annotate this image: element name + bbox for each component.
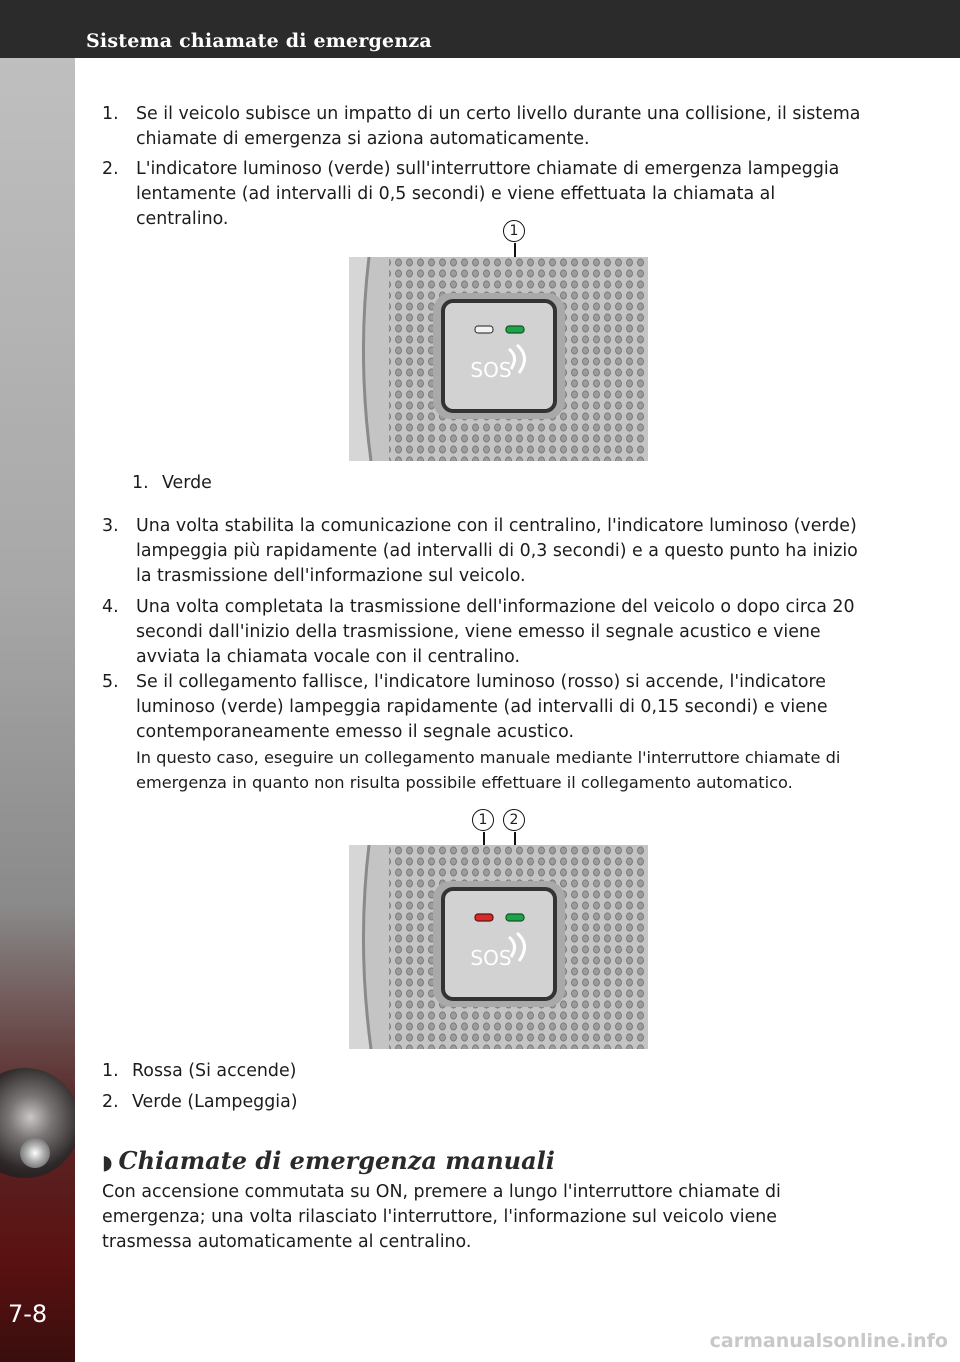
step-text: Se il veicolo subisce un impatto di un certo livello durante una collisione, il sistema chiamate di emergenza si aziona automaticamente. [136, 104, 861, 149]
side-strip [0, 58, 75, 1362]
headlamp-highlight [20, 1138, 50, 1168]
section-bullet-icon: ◗ [102, 1150, 113, 1174]
led-off-indicator [475, 326, 493, 333]
sos-panel-illustration [349, 257, 648, 461]
figure1-caption-1 [132, 471, 212, 496]
callout-1: 1 [472, 809, 494, 831]
led-green-indicator [506, 914, 524, 921]
caption-text: Verde [162, 473, 212, 493]
step-5 [102, 670, 872, 795]
callout-2: 2 [503, 809, 525, 831]
step-number: 3. [102, 516, 119, 536]
sos-switch-figure-red-green [349, 845, 648, 1049]
section-heading [102, 1146, 555, 1175]
watermark: carmanualsonline.info [709, 1330, 948, 1352]
step-text: Una volta completata la trasmissione dell'informazione del veicolo o dopo circa 20 secondi dall'inizio della trasmissione, viene emesso il segnale acustico e viene avviata la chiamata vocale con il centralino. [136, 597, 855, 667]
step-2 [102, 157, 872, 232]
step-1 [102, 102, 872, 152]
step-text: L'indicatore luminoso (verde) sull'interruttore chiamate di emergenza lampeggia lentamente (ad intervalli di 0,5 secondi) e viene effettuata la chiamata al centralino. [136, 159, 840, 229]
led-red-indicator [475, 914, 493, 921]
step-number: 4. [102, 597, 119, 617]
callout-1: 1 [503, 220, 525, 242]
step-4 [102, 595, 872, 670]
section-body: Con accensione commutata su ON, premere a lungo l'interruttore chiamate di emergenza; una volta rilasciato l'interruttore, l'informazione sul veicolo viene trasmessa automaticamente al centralino. [102, 1182, 781, 1252]
sos-switch-figure-green [349, 257, 648, 461]
led-green-indicator [506, 326, 524, 333]
caption-number: 1. [132, 473, 149, 493]
caption-number: 1. [102, 1061, 119, 1081]
sos-label: SOS [470, 946, 512, 970]
sos-panel-illustration [349, 845, 648, 1049]
header-title: Sistema chiamate di emergenza [86, 30, 432, 52]
step-text: Se il collegamento fallisce, l'indicatore luminoso (rosso) si accende, l'indicatore luminoso (verde) lampeggia rapidamente (ad intervalli di 0,15 secondi) e viene contemporaneamente emesso il segnale acustico. [136, 672, 828, 742]
caption-text: Verde (Lampeggia) [132, 1092, 298, 1112]
step-text: Una volta stabilita la comunicazione con il centralino, l'indicatore luminoso (verde) lampeggia più rapidamente (ad intervalli di 0,3 secondi) e a questo punto ha inizio la trasmissione dell'informazione sul veicolo. [136, 516, 858, 586]
page-header [0, 0, 960, 58]
caption-number: 2. [102, 1092, 119, 1112]
step-note: In questo caso, eseguire un collegamento manuale mediante l'interruttore chiamate di emergenza in quanto non risulta possibile effettuare il collegamento automatico. [136, 748, 841, 792]
section-title: Chiamate di emergenza manuali [118, 1146, 555, 1175]
page-number: 7-8 [8, 1300, 48, 1328]
step-number: 5. [102, 672, 119, 692]
sos-label: SOS [470, 358, 512, 382]
figure2-caption-1 [102, 1059, 296, 1084]
figure2-caption-2 [102, 1090, 298, 1115]
caption-text: Rossa (Si accende) [132, 1061, 297, 1081]
step-3 [102, 514, 872, 589]
step-number: 1. [102, 104, 119, 124]
step-number: 2. [102, 159, 119, 179]
